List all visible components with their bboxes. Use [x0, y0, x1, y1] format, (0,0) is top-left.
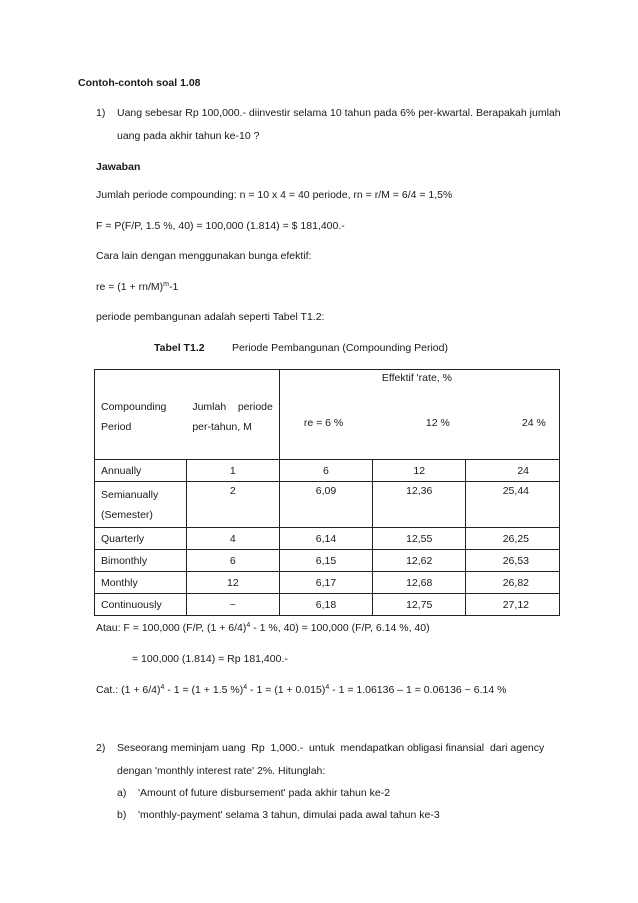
alt-note-exp3: 4: [325, 684, 330, 691]
cell-r6: 6: [279, 460, 372, 482]
alt-note-c: - 1 = (1 + 0.015): [247, 684, 326, 696]
answer-line5: periode pembangunan adalah seperti Tabel T1.2:: [96, 311, 325, 323]
header-col1-line2: Period: [101, 421, 132, 433]
header-effective-rate-group: [279, 370, 559, 460]
cell-r12: 12,68: [373, 572, 466, 594]
table-header-row: [95, 370, 560, 460]
header-jumlah-periode: [186, 370, 279, 460]
cell-period: Annually: [95, 460, 187, 482]
alt-note-d: - 1 = 1.06136 – 1 = 0.06136 ~ 6.14 %: [329, 684, 507, 696]
cell-r6: 6,15: [279, 550, 372, 572]
header-col2-line1: Jumlah periode: [192, 401, 273, 413]
answer-line3: Cara lain dengan menggunakan bunga efektif:: [96, 250, 312, 262]
table-row: [95, 460, 560, 482]
cell-m: 6: [186, 550, 279, 572]
header-12: 12 %: [425, 417, 450, 429]
alt-line1-a: Atau: F = 100,000 (F/P, (1 + 6/4): [96, 622, 247, 634]
table-row: [95, 572, 560, 594]
problem2-text-line2: dengan 'monthly interest rate' 2%. Hitunglah:: [117, 765, 326, 777]
formula-base: re = (1 + rn/M): [96, 281, 164, 293]
cell-period: Quarterly: [95, 528, 187, 550]
cell-r6: 6,09: [279, 482, 372, 528]
problem2-item-a: 'Amount of future disbursement' pada akhir tahun ke-2: [138, 787, 391, 799]
cell-r24: 24: [466, 460, 560, 482]
problem1-number: 1): [96, 107, 106, 119]
alt-line1: [96, 622, 430, 634]
cell-r6: 6,18: [279, 594, 372, 616]
cell-m: ~: [186, 594, 279, 616]
cell-period: Continuously: [95, 594, 187, 616]
cell-r6: 6,17: [279, 572, 372, 594]
cell-r24: 26,82: [466, 572, 560, 594]
table-row: [95, 528, 560, 550]
header-compounding-period: [95, 370, 187, 460]
alt-note-b: - 1 = (1 + 1.5 %): [164, 684, 244, 696]
formula-tail: -1: [168, 281, 179, 293]
header-effective-rate: Effektif 'rate, %: [381, 372, 452, 384]
header-24: 24 %: [521, 417, 546, 429]
cell-r12: 12,36: [373, 482, 466, 528]
alt-note: [96, 684, 506, 696]
compounding-table: [94, 369, 560, 616]
cell-period: Bimonthly: [95, 550, 187, 572]
cell-r24: 27,12: [466, 594, 560, 616]
cell-m: 2: [186, 482, 279, 528]
alt-line1-exp: 4: [246, 622, 251, 629]
alt-line1-b: - 1 %, 40) = 100,000 (F/P, 6.14 %, 40): [250, 622, 430, 634]
header-col1-line1: Compounding: [101, 401, 167, 413]
answer-line2: F = P(F/P, 1.5 %, 40) = 100,000 (1.814) = $ 181,400.-: [96, 220, 345, 232]
table-caption-label: Tabel T1.2: [154, 342, 205, 354]
cell-m: 1: [186, 460, 279, 482]
table-row: [95, 594, 560, 616]
cell-r24: 26,25: [466, 528, 560, 550]
problem2-number: 2): [96, 742, 106, 754]
problem2-item-a-label: a): [117, 787, 127, 799]
cell-r24: 25,44: [466, 482, 560, 528]
problem1-text-line2: uang pada akhir tahun ke-10 ?: [117, 130, 260, 142]
problem1-text-line1: Uang sebesar Rp 100,000.- diinvestir selama 10 tahun pada 6% per-kwartal. Berapakah jumlah: [117, 107, 561, 119]
problem2-item-b-label: b): [117, 809, 127, 821]
table-caption-title: Periode Pembangunan (Compounding Period): [232, 342, 448, 354]
answer-formula: [96, 281, 178, 293]
answer-line1: Jumlah periode compounding: n = 10 x 4 = 40 periode, rn = r/M = 6/4 = 1,5%: [96, 189, 453, 201]
cell-r12: 12,55: [373, 528, 466, 550]
cell-m: 12: [186, 572, 279, 594]
cell-r24: 26,53: [466, 550, 560, 572]
answer-label: Jawaban: [96, 161, 141, 173]
cell-period: Monthly: [95, 572, 187, 594]
alt-line2: = 100,000 (1.814) = Rp 181,400.-: [132, 653, 288, 665]
header-col2-line2: per-tahun, M: [192, 421, 252, 433]
header-re-6: re = 6 %: [303, 417, 344, 429]
cell-m: 4: [186, 528, 279, 550]
cell-period: [95, 482, 187, 528]
problem2-text-line1: Seseorang meminjam uang Rp 1,000.- untuk mendapatkan obligasi finansial dari agency: [117, 742, 545, 754]
cell-period-line2: (Semester): [101, 509, 153, 521]
cell-period-line1: Semianually: [101, 489, 159, 501]
cell-r12: 12,62: [373, 550, 466, 572]
table-row: [95, 550, 560, 572]
alt-note-exp1: 4: [160, 684, 165, 691]
alt-note-exp2: 4: [243, 684, 248, 691]
section-heading: Contoh-contoh soal 1.08: [78, 77, 201, 89]
formula-exponent: m: [163, 281, 169, 288]
cell-r6: 6,14: [279, 528, 372, 550]
table-row: [95, 482, 560, 528]
problem2-item-b: 'monthly-payment' selama 3 tahun, dimulai pada awal tahun ke-3: [138, 809, 440, 821]
alt-note-a: Cat.: (1 + 6/4): [96, 684, 161, 696]
cell-r12: 12: [373, 460, 466, 482]
cell-r12: 12,75: [373, 594, 466, 616]
